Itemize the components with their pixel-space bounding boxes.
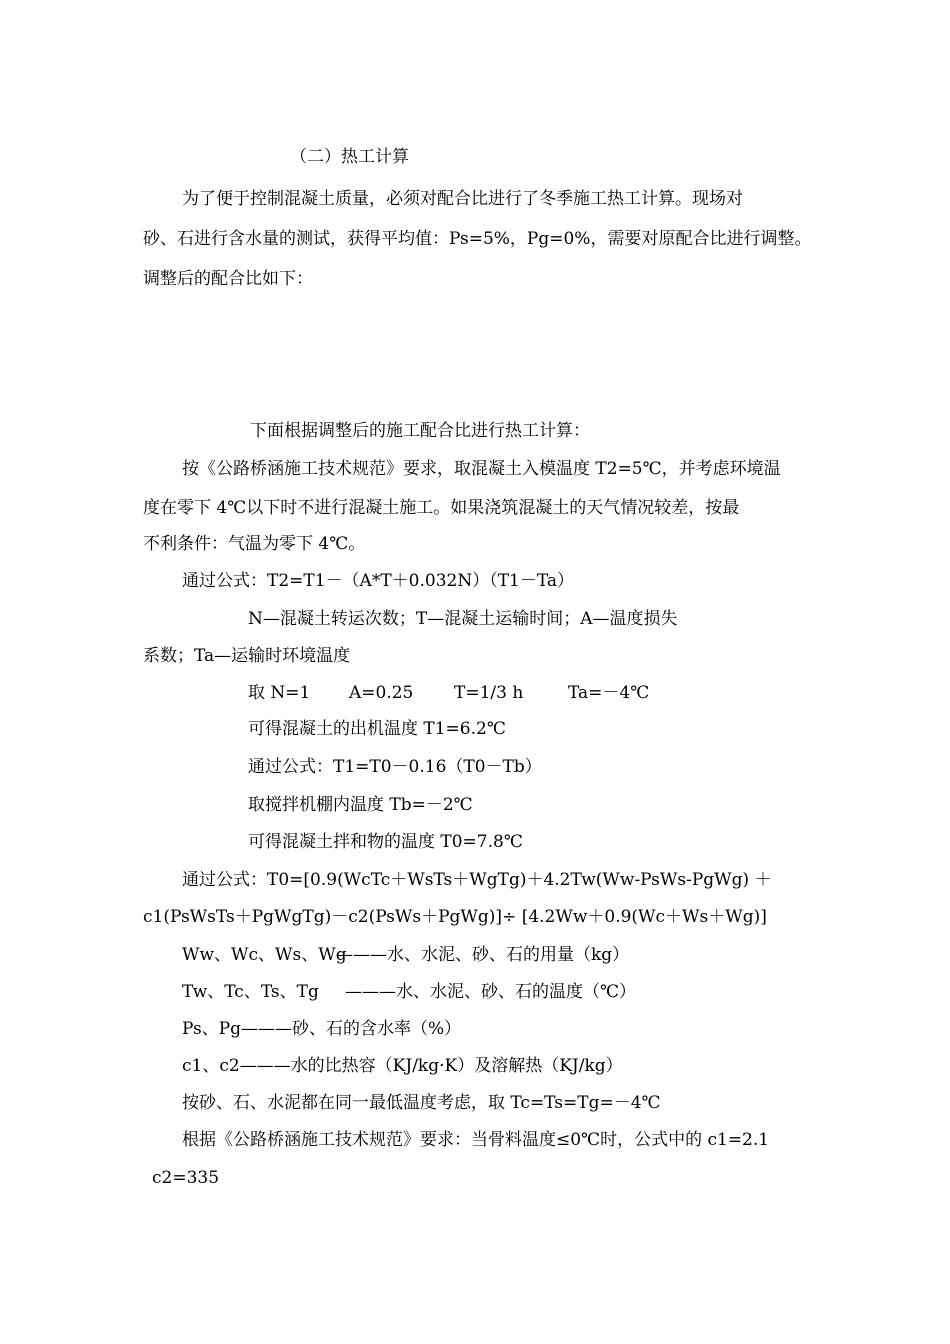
definition-desc: ———水、水泥、砂、石的用量（kg） bbox=[336, 945, 630, 965]
paragraph-line: 根据《公路桥涵施工技术规范》要求：当骨料温度≤0℃时，公式中的 c1=2.1 bbox=[182, 1130, 770, 1150]
definition-line: c1、c2———水的比热容（KJ/kg·K）及溶解热（KJ/kg） bbox=[182, 1056, 623, 1076]
paragraph-line: 调整后的配合比如下： bbox=[143, 269, 313, 289]
paragraph-line: 按砂、石、水泥都在同一最低温度考虑，取 Tc=Ts=Tg=－4℃ bbox=[182, 1093, 661, 1113]
formula-line: 通过公式：T2=T1－（A*T＋0.032N）（T1－Ta） bbox=[182, 571, 575, 591]
paragraph-line: 砂、石进行含水量的测试，获得平均值：Ps=5%，Pg=0%，需要对原配合比进行调整。 bbox=[143, 229, 812, 249]
paragraph-line: 系数；Ta—运输时环境温度 bbox=[143, 646, 351, 666]
paragraph-line: 取搅拌机棚内温度 Tb=－2℃ bbox=[248, 795, 473, 815]
paragraph-line: 按《公路桥涵施工技术规范》要求，取混凝土入模温度 T2=5℃，并考虑环境温 bbox=[182, 459, 781, 479]
paragraph-line: 不利条件：气温为零下 4℃。 bbox=[143, 534, 366, 554]
definition-vars: Tw、Tc、Ts、Tg bbox=[182, 982, 319, 1002]
value-t: T=1/3 h bbox=[454, 683, 524, 703]
definition-desc: ———水、水泥、砂、石的温度（℃） bbox=[345, 982, 637, 1002]
result-line: 可得混凝土拌和物的温度 T0=7.8℃ bbox=[248, 832, 523, 852]
paragraph-line: N—混凝土转运次数；T—混凝土运输时间；A—温度损失 bbox=[248, 609, 678, 629]
value-n: 取 N=1 bbox=[248, 683, 311, 703]
section-title: （二）热工计算 bbox=[290, 147, 409, 167]
result-line: 可得混凝土的出机温度 T1=6.2℃ bbox=[248, 719, 506, 739]
formula-line: c1(PsWsTs＋PgWgTg)－c2(PsWs＋PgWg)]÷ [4.2Ww＋0.9(Wc＋Ws＋Wg)] bbox=[143, 907, 767, 927]
value-a: A=0.25 bbox=[349, 683, 414, 703]
formula-line: 通过公式：T1=T0－0.16（T0－Tb） bbox=[248, 757, 542, 777]
paragraph-line: 度在零下 4℃以下时不进行混凝土施工。如果浇筑混凝土的天气情况较差，按最 bbox=[143, 498, 740, 518]
paragraph-line: c2=335 bbox=[152, 1168, 220, 1188]
paragraph-line: 为了便于控制混凝土质量，必须对配合比进行了冬季施工热工计算。现场对 bbox=[182, 189, 743, 209]
definition-line: Ps、Pg———砂、石的含水率（%） bbox=[182, 1019, 462, 1039]
paragraph-line: 下面根据调整后的施工配合比进行热工计算： bbox=[250, 421, 590, 441]
value-ta: Ta=－4℃ bbox=[568, 683, 650, 703]
formula-line: 通过公式：T0=[0.9(WcTc＋WsTs＋WgTg)＋4.2Tw(Ww-PsWs-PgWg) ＋ bbox=[182, 870, 772, 890]
definition-vars: Ww、Wc、Ws、Wg bbox=[182, 945, 347, 965]
